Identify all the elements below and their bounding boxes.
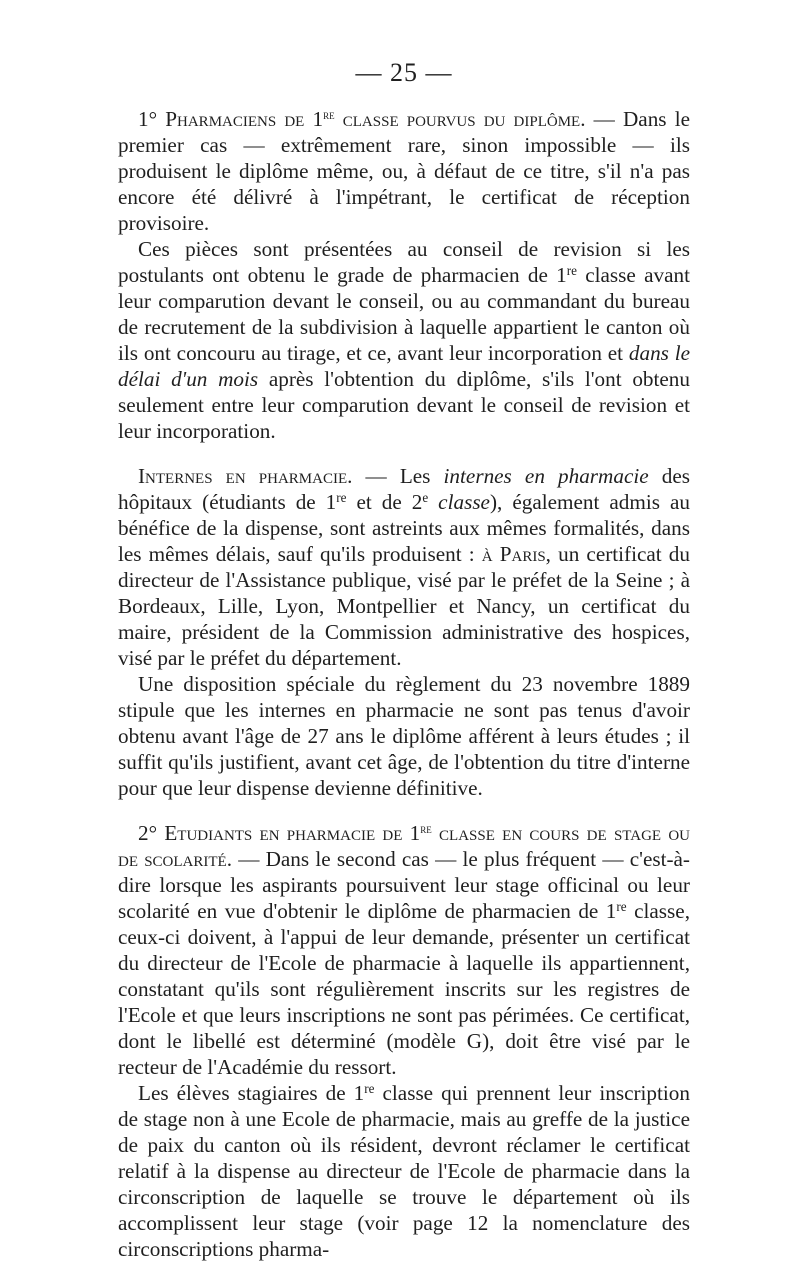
paragraph-etudiants-en-pharmacie	[118, 820, 690, 1080]
superscript: re	[336, 489, 347, 505]
paragraph-pieces-presentees	[118, 236, 690, 444]
section-number: 1°	[138, 107, 158, 131]
paragraph-text: Les élèves stagiaires de 1	[138, 1081, 365, 1105]
paragraph-text: classe avant leur comparution devant le conseil, ou au commandant du bureau de recrutement de la subdivision à laquelle appartient le canton où ils ont concouru au tirage, et ce, avant leur incorporation et	[118, 263, 690, 365]
paragraph-disposition-speciale: Une disposition spéciale du règlement du 23 novembre 1889 stipule que les internes en pharmacie ne sont pas tenus d'avoir obtenu avant l'âge de 27 ans le diplôme afférent à leurs études ; il suffit qu'ils justifient, avant cet âge, de l'obtention du titre d'interne pour que leur dispense devienne définitive.	[118, 672, 690, 800]
superscript: re	[616, 898, 627, 914]
heading-text: classe pourvus du diplôme.	[334, 107, 586, 131]
paragraph-internes-en-pharmacie	[118, 463, 690, 671]
heading-text: Pharmaciens de 1	[165, 107, 324, 131]
heading-text: Etudiants en pharmacie de 1	[164, 821, 421, 845]
superscript: re	[566, 262, 577, 278]
superscript: re	[364, 1080, 375, 1096]
paragraph-text: un certificat du directeur de l'Assistance publique, visé par le préfet de la Seine ; à Bordeaux, Lille, Lyon, Montpellier et Nancy, un certificat du maire, président de la Commission administrative des hospices, visé par le préfet du département.	[118, 542, 690, 670]
italic-text: classe	[428, 490, 490, 514]
paragraph-text: et de 2	[346, 490, 423, 514]
paragraph-pharmaciens-1re-classe	[118, 106, 690, 236]
paragraph-text: Ces pièces sont présentées au conseil de revision si les postulants ont obtenu le grade de pharmacien de 1	[118, 237, 690, 287]
superscript: e	[422, 489, 429, 505]
paragraph-text: des hôpitaux (étudiants de 1	[118, 464, 691, 514]
small-caps-text: à Paris,	[481, 542, 551, 566]
paragraph-text: — Les	[352, 464, 444, 488]
paragraph-text: après l'obtention du diplôme, s'ils l'ont obtenu seulement entre leur comparution devant le conseil de revision et leur incorporation.	[118, 367, 690, 443]
section-number: 2°	[138, 821, 158, 845]
paragraph-text: ), également admis au bénéfice de la dispense, sont astreints aux mêmes formalités, dans les mêmes délais, sauf qu'ils produisent :	[118, 490, 690, 566]
paragraph-text: classe, ceux-ci doivent, à l'appui de leur demande, présenter un certificat du directeur de l'Ecole de pharmacie à laquelle ils appartiennent, constatant qu'ils sont régulièrement inscrits sur les registres de l'Ecole et que leurs inscriptions ne sont pas périmées. Ce certificat, dont le libellé est déterminé (modèle G), doit être visé par le recteur de l'Académie du ressort.	[118, 899, 690, 1079]
italic-text: dans le délai d'un mois	[118, 341, 690, 391]
superscript: re	[323, 106, 335, 122]
paragraph-eleves-stagiaires	[118, 1080, 690, 1262]
paragraph-text: — Dans le second cas — le plus fréquent — c'est-à-dire lorsque les aspirants poursuivent leur stage officinal ou leur scolarité en vue d'obtenir le diplôme de pharmacien de 1	[118, 847, 690, 923]
page-number: — 25 —	[355, 58, 453, 87]
paragraph-text: classe qui prennent leur inscription de stage non à une Ecole de pharmacie, mais au greffe de la justice de paix du canton où ils résident, devront réclamer le certificat relatif à la dispense au directeur de l'Ecole de pharmacie dans la circonscription de laquelle se trouve le département où ils accomplissent leur stage (voir page 12 la nomenclature des circonscriptions pharma-	[118, 1081, 690, 1261]
superscript: re	[420, 820, 432, 836]
heading-text: classe en cours de stage ou de scolarité.	[118, 821, 691, 871]
italic-text: internes en pharmacie	[443, 464, 649, 488]
section-heading	[165, 107, 585, 131]
paragraph-text: — Dans le premier cas — extrêmement rare, sinon impossible — ils produisent le diplôme même, ou, à défaut de ce titre, s'il n'a pas encore été délivré à l'impétrant, le certificat de réception provisoire.	[118, 107, 690, 235]
section-heading: Internes en pharmacie.	[138, 464, 353, 488]
